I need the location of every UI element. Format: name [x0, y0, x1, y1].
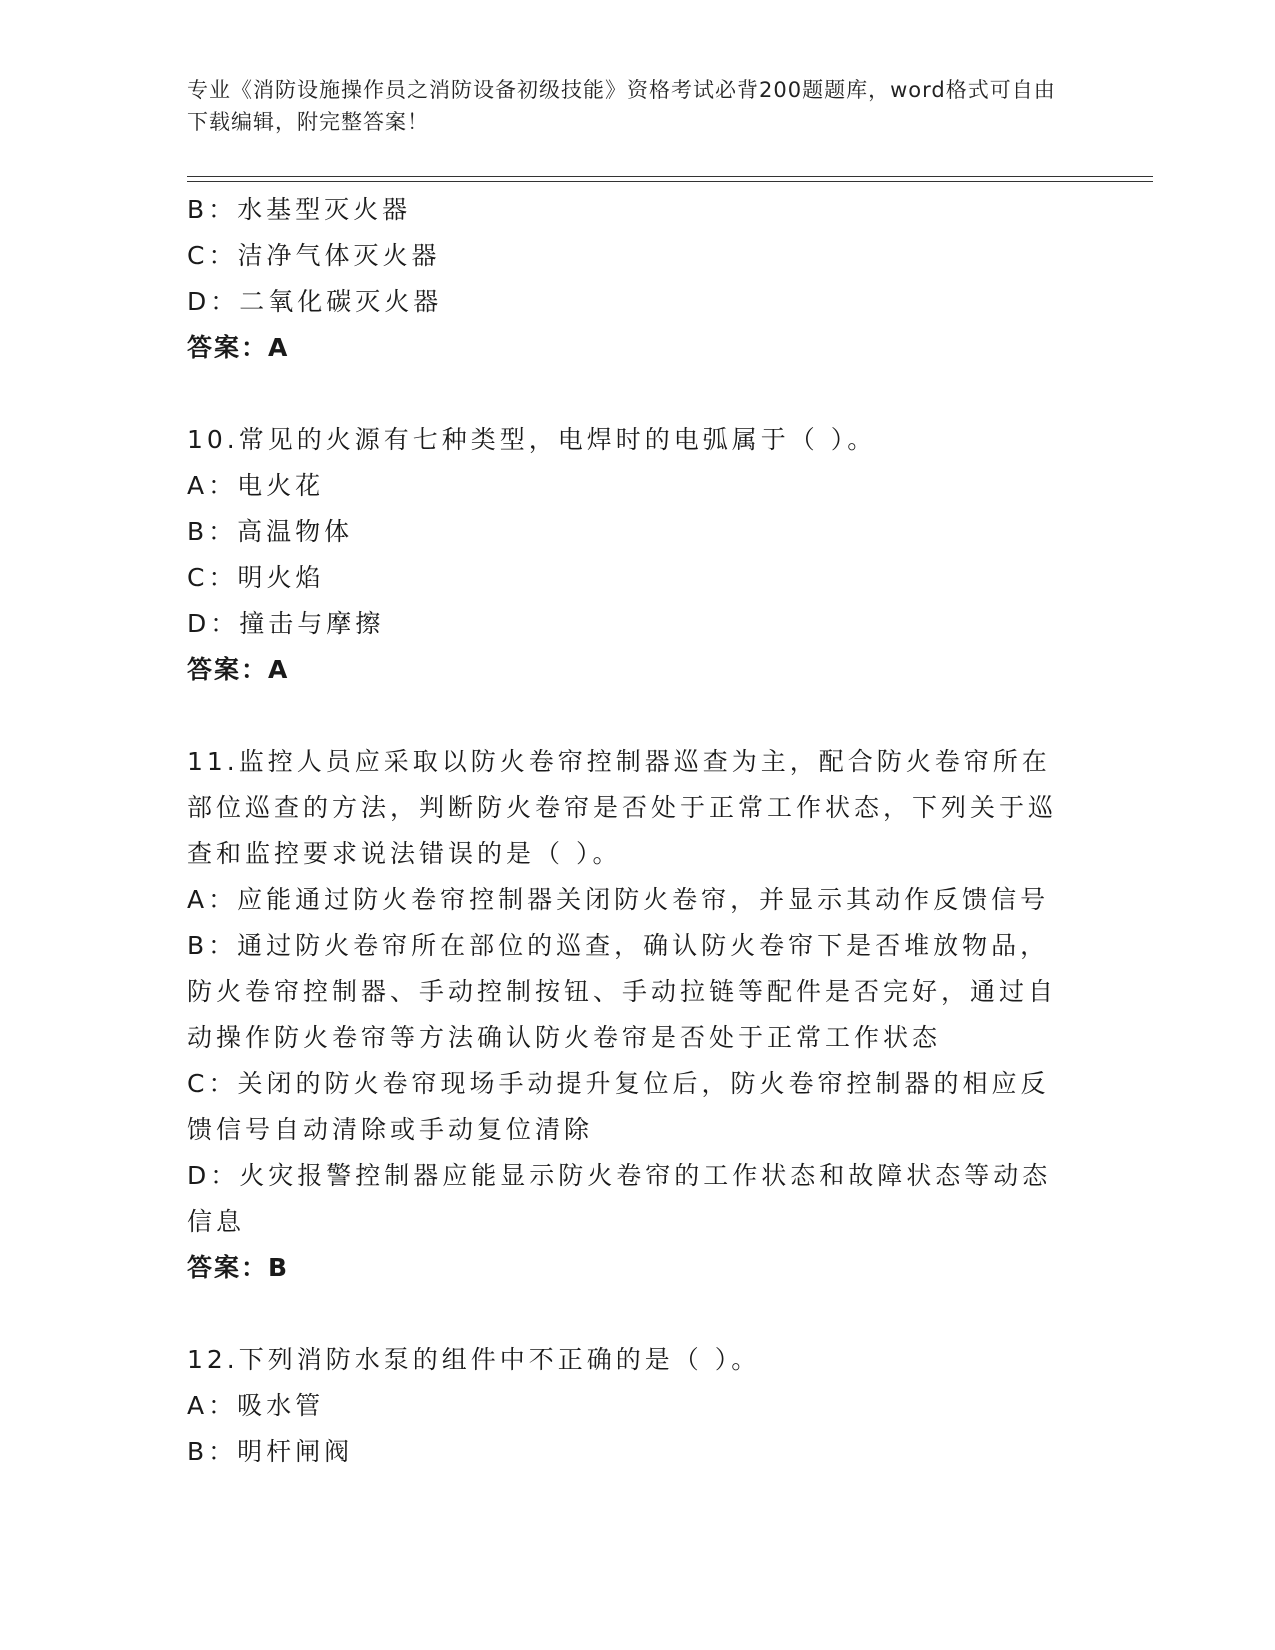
question-9-tail: [187, 187, 1077, 371]
option-c: C：关闭的防火卷帘现场手动提升复位后，防火卷帘控制器的相应反馈信号自动清除或手动复位清除: [187, 1069, 1050, 1144]
option-b: B：通过防火卷帘所在部位的巡查，确认防火卷帘下是否堆放物品，防火卷帘控制器、手动控制按钮、手动拉链等配件是否完好，通过自动操作防火卷帘等方法确认防火卷帘是否处于正常工作状态: [187, 931, 1058, 1052]
question-stem: 11.监控人员应采取以防火卷帘控制器巡查为主，配合防火卷帘所在部位巡查的方法，判断防火卷帘是否处于正常工作状态，下列关于巡查和监控要求说法错误的是（ ）。: [187, 747, 1058, 868]
spacer: [187, 371, 1077, 417]
document-header: 专业《消防设施操作员之消防设备初级技能》资格考试必背200题题库，word格式可自由下载编辑，附完整答案！: [187, 78, 1056, 134]
question-stem: 12.下列消防水泵的组件中不正确的是（ ）。: [187, 1345, 761, 1374]
option-c: C：明火焰: [187, 563, 325, 592]
answer: 答案：A: [187, 655, 290, 684]
question-10: [187, 417, 1077, 693]
question-content: [187, 187, 1077, 1475]
header-rule-bottom: [187, 181, 1153, 182]
option-a: A：应能通过防火卷帘控制器关闭防火卷帘，并显示其动作反馈信号: [187, 885, 1050, 914]
option-a: A：电火花: [187, 471, 325, 500]
spacer: [187, 1291, 1077, 1337]
question-12: [187, 1337, 1077, 1475]
header-rule-top: [187, 176, 1153, 177]
option-d: D：二氧化碳灭火器: [187, 287, 443, 316]
option-b: B：明杆闸阀: [187, 1437, 354, 1466]
question-stem: 10.常见的火源有七种类型，电焊时的电弧属于（ ）。: [187, 425, 877, 454]
answer: 答案：A: [187, 333, 290, 362]
answer: 答案：B: [187, 1253, 290, 1282]
option-b: B：高温物体: [187, 517, 354, 546]
spacer: [187, 693, 1077, 739]
option-c: C：洁净气体灭火器: [187, 241, 441, 270]
option-b: B：水基型灭火器: [187, 195, 412, 224]
option-d: D：撞击与摩擦: [187, 609, 385, 638]
option-a: A：吸水管: [187, 1391, 325, 1420]
question-11: [187, 739, 1077, 1291]
option-d: D：火灾报警控制器应能显示防火卷帘的工作状态和故障状态等动态信息: [187, 1161, 1052, 1236]
